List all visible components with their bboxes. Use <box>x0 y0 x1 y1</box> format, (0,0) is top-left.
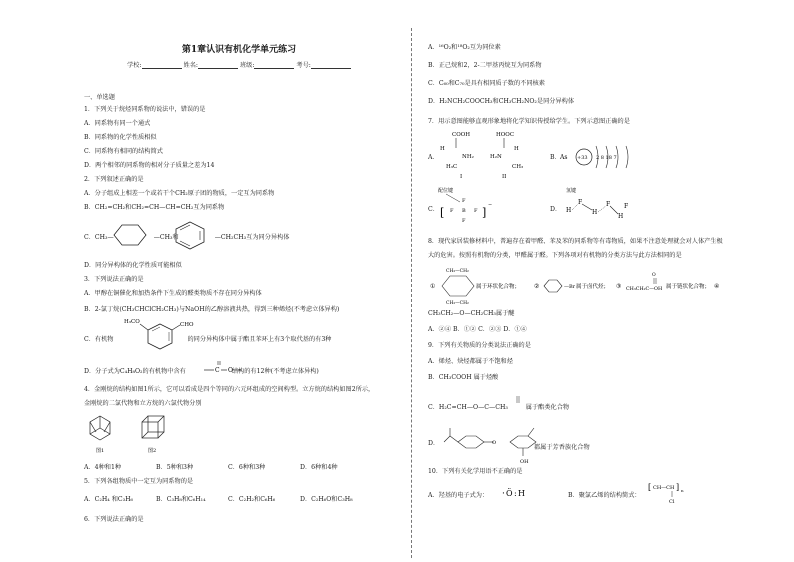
cubane-figure <box>142 416 164 438</box>
exam-no-label: 考号: <box>296 62 311 69</box>
hydrogen-bond-label: 氢键 <box>566 188 577 194</box>
aldehyde-label: CHO <box>180 322 194 328</box>
svg-text:—Br: —Br <box>564 284 576 290</box>
name-blank[interactable] <box>198 62 238 69</box>
ester-group-structure <box>202 360 244 376</box>
q1-option-b[interactable]: B．同系物的化学性质相似 <box>84 134 157 141</box>
q8-options[interactable]: A．②④ B．①② C．②③ D．①④ <box>428 326 527 333</box>
svg-text:Cl: Cl <box>669 499 675 505</box>
svg-text:F: F <box>462 218 466 224</box>
q4-stem-line2: 金刚烷的二氯代物和立方烷的六氯代物分别 <box>84 400 202 407</box>
q9-d-suffix: 都属于芳香族化合物 <box>534 444 590 451</box>
svg-text:CH—CH: CH—CH <box>653 485 675 491</box>
column-divider <box>411 28 412 558</box>
q9-option-b[interactable]: B．CH₃COOH 属于烃酸 <box>428 374 499 381</box>
hydroxyl-electron-dot <box>500 482 534 502</box>
q1-option-d[interactable]: D．两个相邻的同系物的相对分子质量之差为14 <box>84 162 215 169</box>
q4-options <box>84 464 372 472</box>
q4-option-d[interactable]: D．6种和4种 <box>300 464 338 471</box>
figure1-label: 图1 <box>96 448 105 454</box>
q5-stem: 5．下列各组物质中一定互为同系物的是 <box>84 478 194 485</box>
svg-text:F: F <box>474 208 478 214</box>
q10-option-b[interactable]: B．聚氯乙烯的结构简式： <box>568 492 641 499</box>
svg-text:]: ] <box>676 483 680 492</box>
svg-text:NH₂: NH₂ <box>462 154 474 160</box>
q2-c-prefix: C．CH₃— <box>84 234 114 241</box>
carbonyl-double-bond <box>512 394 524 404</box>
q7-stem: 7．用示意图能够直观形象地将化学知识传授给学生。下列示意图正确的是 <box>428 118 630 125</box>
cyclohexane-ring-structure <box>442 276 474 296</box>
svg-text:CH₃: CH₃ <box>512 164 524 170</box>
q6-option-c[interactable]: C．C₆₀和C₇₀是具有相同质子数的不同核素 <box>428 80 545 87</box>
svg-text:H₂N: H₂N <box>490 154 502 160</box>
q3-c-suffix: 的同分异构体中属于酯且苯环上有3个取代基的有3种 <box>187 336 332 343</box>
pvc-structure <box>648 480 698 506</box>
q8-item1: 属于环状化合物； <box>476 284 521 290</box>
q5-option-a[interactable]: A．C₂H₄ 和C₃H₆ <box>84 496 133 503</box>
q2-option-a[interactable]: A．分子组成上相差一个或若干个CH₂原子团的物质，一定互为同系物 <box>84 190 275 197</box>
section-heading: 一、单选题 <box>84 94 115 101</box>
q5-option-d[interactable]: D．C₂H₆O和C₃H₈ <box>300 496 353 503</box>
as-symbol: As <box>560 154 568 161</box>
methoxybenzaldehyde-structure <box>122 318 198 350</box>
svg-text:C: C <box>215 367 220 374</box>
svg-text:F: F <box>578 199 583 206</box>
q3-c-prefix: C．有机物 <box>84 336 114 343</box>
as-nucleus: +33 <box>577 155 588 161</box>
class-label: 班级: <box>239 62 255 69</box>
q7-option-c-label[interactable]: C． <box>428 206 439 213</box>
q7-option-a-label[interactable]: A． <box>428 154 439 161</box>
q9-stem: 9．下列有关物质的分类说法正确的是 <box>428 342 531 349</box>
q4-stem-line1: 4．金刚烷的结构如图1所示，它可以看成是四个等同的六元环组成的空间构型。立方烷的结构如图2所示， <box>84 386 375 393</box>
q8-item4: CH₃CH₂—O—CH₂CH₃属于醚 <box>428 310 515 317</box>
svg-text:[: [ <box>648 483 652 492</box>
svg-text:OH: OH <box>520 459 529 465</box>
q6-stem: 6．下列说法正确的是 <box>84 516 144 523</box>
svg-text:O: O <box>652 273 656 278</box>
school-label: 学校: <box>127 62 142 69</box>
q9-option-c[interactable] <box>428 404 569 412</box>
exam-no-blank[interactable] <box>311 62 351 69</box>
roman-numeral-1: I <box>460 174 463 180</box>
svg-text:H: H <box>618 213 624 220</box>
q6-option-b[interactable]: B．正己烷和2，2-二甲基丙烷互为同系物 <box>428 62 542 69</box>
arsenic-atom-structure <box>560 140 650 174</box>
svg-text:−: − <box>488 202 493 208</box>
q9-option-a[interactable]: A．烯烃、炔烃都属于不饱和烃 <box>428 358 513 365</box>
alanine-enantiomers-structure <box>438 130 538 180</box>
svg-text:H: H <box>566 207 572 214</box>
svg-text:H: H <box>518 489 525 498</box>
page-title: 第1章认识有机化学单元练习 <box>181 45 297 55</box>
svg-text:H: H <box>514 146 519 152</box>
school-blank[interactable] <box>142 62 182 69</box>
figure2-label: 图2 <box>148 448 157 454</box>
q3-d-suffix: 结构的有12种(不考虑立体异构) <box>231 368 319 375</box>
svg-text:n: n <box>681 488 684 493</box>
q9-option-d-label[interactable]: D． <box>428 440 440 447</box>
methoxy-label: H₃CO <box>124 319 140 325</box>
svg-text:③: ③ <box>616 283 622 290</box>
q2-stem: 2．下列叙述正确的是 <box>84 176 144 183</box>
svg-text:②: ② <box>534 283 540 290</box>
student-info-row <box>84 60 394 69</box>
q3-option-b[interactable]: B．2-氯丁烷(CH₃CHClCH₂CH₃)与NaOH的乙醇溶液共热，得到三种烯烃(不考虑立体异构) <box>84 306 340 313</box>
q5-option-b[interactable]: B．C₃H₈和C₆H₁₄ <box>156 496 206 503</box>
q9-c-suffix: 属于酯类化合物 <box>525 404 570 411</box>
q10-stem: 10．下列有关化学用语不正确的是 <box>428 468 523 475</box>
hydrogen-bond-structure <box>562 186 642 228</box>
svg-text:H: H <box>440 146 445 152</box>
q5-options <box>84 496 372 504</box>
q2-option-b[interactable]: B．CH₂=CH₂和CH₂=CH—CH=CH₂互为同系物 <box>84 204 225 211</box>
q6-option-a[interactable]: A．¹⁶O₂和¹⁸O₂互为同位素 <box>428 44 501 51</box>
q1-option-c[interactable]: C．同系物有相同的结构简式 <box>84 148 163 155</box>
q8-item2: 属于卤代烃； <box>576 284 610 290</box>
q8-item3: 属于链状化合物； <box>666 284 711 290</box>
q3-stem: 3．下列说法正确的是 <box>84 276 144 283</box>
svg-text:CH₂—CH₂: CH₂—CH₂ <box>446 269 469 274</box>
q1-option-a[interactable]: A．同系物有同一个通式 <box>84 120 151 127</box>
svg-text:B: B <box>462 208 466 214</box>
class-blank[interactable] <box>254 62 294 69</box>
q7-option-b-label[interactable]: B． <box>550 154 561 161</box>
q4-option-a[interactable]: A．4种和1种 <box>84 464 122 471</box>
svg-text:①: ① <box>430 283 436 290</box>
q7-option-d-label[interactable]: D． <box>550 206 562 213</box>
q8-structures <box>430 262 728 306</box>
svg-text::: : <box>514 489 517 498</box>
bromobenzene-ring <box>544 280 562 292</box>
coordinate-bond-label: 配位键 <box>438 188 454 194</box>
adamantane-cubane-figures <box>86 412 176 456</box>
q9-c-formula: C．H₂C=CH—O—C—CH₃ <box>428 404 508 411</box>
svg-text:[: [ <box>440 206 445 219</box>
svg-text:O: O <box>492 440 497 446</box>
svg-text:F: F <box>450 208 454 214</box>
svg-text:④: ④ <box>714 283 720 290</box>
q6-option-d[interactable]: D．H₂NCH₂COOCH₃和CH₃CH₂NO₂是同分异构体 <box>428 98 575 105</box>
svg-text:]: ] <box>482 206 487 219</box>
name-label: 姓名: <box>183 62 199 69</box>
as-electron-shells: 2 8 18 7 <box>596 155 617 161</box>
roman-numeral-2: II <box>502 174 507 180</box>
q2-c-suffix: 互为同分异构体 <box>246 234 290 241</box>
tetrafluoroborate-structure <box>438 186 498 228</box>
q3-option-a[interactable]: A．甲醇在铜催化和加热条件下生成的醛类物质不存在同分异构体 <box>84 290 262 297</box>
svg-text:·: · <box>502 489 505 499</box>
svg-text:O: O <box>228 367 233 374</box>
svg-text:Ö: Ö <box>506 489 513 498</box>
svg-text:F: F <box>606 201 611 208</box>
q1-stem: 1．下列关于烷烃同系物的说法中，错误的是 <box>84 106 206 113</box>
q4-option-b[interactable]: B．5种和3种 <box>156 464 194 471</box>
svg-text:H: H <box>592 209 598 216</box>
q5-option-c[interactable]: C．C₂H₂和C₆H₆ <box>228 496 276 503</box>
svg-text:F: F <box>462 198 466 204</box>
cyclohexane-structure <box>110 222 150 248</box>
benzene-structure <box>172 220 208 250</box>
q4-option-c[interactable]: C．6种和3种 <box>228 464 266 471</box>
q2-option-d[interactable]: D．同分异构体的化学性质可能相似 <box>84 262 182 269</box>
q10-option-a[interactable]: A．羟基的电子式为： <box>428 492 489 499</box>
q3-d-prefix: D．分子式为C₄H₈O₂的有机物中含有 <box>84 368 186 375</box>
svg-text:HOOC: HOOC <box>496 132 515 138</box>
q8-stem-line1: 8．现代家居装修材料中，普遍存在着甲醛、苯及苯的同系物等有毒物质，如果不注意处理就会对人体产生极 <box>428 238 723 245</box>
svg-text:CH₃CH₂C—OH: CH₃CH₂C—OH <box>626 287 663 292</box>
svg-text:CH₂—CH₂: CH₂—CH₂ <box>446 301 469 306</box>
svg-text:F: F <box>624 203 629 210</box>
svg-text:COOH: COOH <box>452 132 471 138</box>
q2-c-mid: —CH₃和 <box>153 234 179 241</box>
adamantane-figure <box>90 416 110 440</box>
svg-text:H₃C: H₃C <box>446 164 458 170</box>
q8-stem-line2: 大的危害。按照有机物的分类，甲醛属于醛。下列各项对有机物的分类方法与此方法相同的是 <box>428 252 682 259</box>
q2-c-substituent: —CH₂CH₃ <box>214 234 247 241</box>
